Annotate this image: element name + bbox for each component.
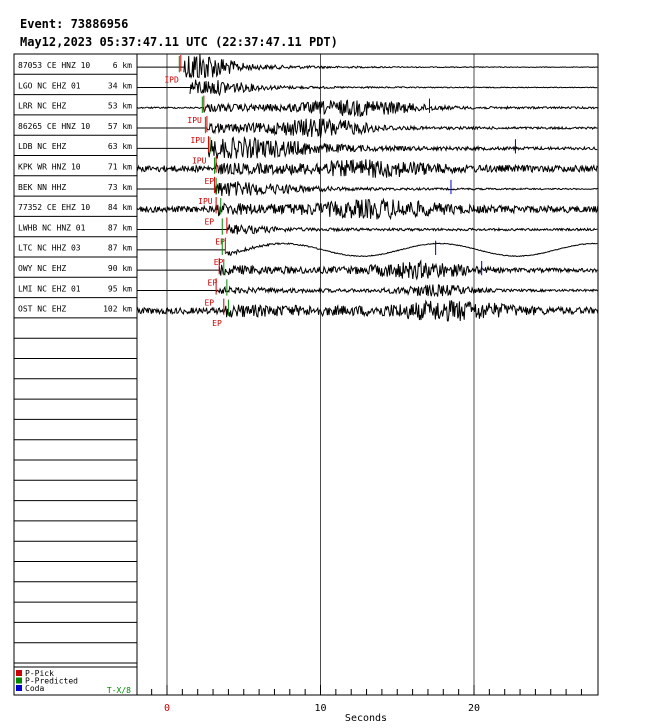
station-distance: 87 km bbox=[107, 223, 132, 233]
station-distance: 57 km bbox=[107, 121, 132, 131]
waveform-trace bbox=[184, 54, 598, 77]
p-pick-label: EP bbox=[215, 237, 225, 247]
station-label: LGO NC EHZ 01 bbox=[18, 81, 81, 91]
station-distance: 73 km bbox=[107, 182, 132, 192]
station-label: 86265 CE HNZ 10 bbox=[18, 121, 91, 131]
station-label: OST NC EHZ bbox=[18, 304, 67, 314]
station-rows bbox=[14, 61, 137, 667]
x-tick-label: 20 bbox=[467, 703, 481, 714]
station-label: BEK NN HHZ bbox=[18, 182, 67, 192]
station-label: LMI NC EHZ 01 bbox=[18, 284, 81, 294]
x-axis bbox=[152, 685, 582, 714]
p-pick-label: EP bbox=[213, 258, 224, 267]
phase-picks bbox=[164, 55, 515, 328]
legend-label: P-Predicted bbox=[25, 676, 78, 686]
p-pick-label: EP bbox=[207, 278, 218, 288]
p-pick-label: IPU bbox=[198, 197, 213, 207]
x-tick-label: 10 bbox=[314, 703, 327, 714]
waveform-trace bbox=[219, 261, 597, 279]
station-label: 87053 CE HNZ 10 bbox=[18, 61, 91, 70]
waveform-trace bbox=[225, 243, 597, 256]
station-label: 77352 CE EHZ 10 bbox=[18, 203, 91, 213]
legend bbox=[16, 669, 78, 693]
station-label: OWY NC EHZ bbox=[18, 264, 67, 273]
waveform-trace bbox=[208, 138, 597, 159]
event-time: May12,2023 05:37:47.11 UTC (22:37:47.11 PDT) bbox=[20, 35, 338, 49]
station-label: LDB NC EHZ bbox=[18, 142, 67, 152]
legend-label: P-Pick bbox=[25, 669, 54, 678]
p-pick-label: EP bbox=[204, 298, 215, 308]
x-tick-label: 0 bbox=[163, 703, 171, 714]
p-pick-label: IPD bbox=[164, 75, 179, 85]
station-distance: 63 km bbox=[107, 142, 132, 152]
station-distance: 53 km bbox=[107, 101, 132, 111]
waveform-trace bbox=[137, 100, 598, 117]
x-axis-label: Seconds bbox=[344, 713, 388, 724]
station-distance: 84 km bbox=[107, 203, 132, 213]
legend-swatch bbox=[16, 670, 22, 676]
p-pick-label: IPU bbox=[187, 115, 202, 125]
scale-label: T-X/8 bbox=[106, 686, 131, 695]
waveform-trace bbox=[215, 181, 598, 196]
station-distance: 90 km bbox=[107, 264, 132, 273]
station-label: LRR NC EHZ bbox=[18, 101, 67, 111]
p-pick-label: IPU bbox=[190, 136, 205, 146]
station-label: LTC NC HHZ 03 bbox=[18, 243, 81, 253]
waveform-traces bbox=[137, 54, 598, 321]
station-distance: 102 km bbox=[103, 304, 132, 314]
waveform-trace bbox=[207, 119, 597, 138]
waveform-trace bbox=[227, 225, 597, 235]
station-distance: 95 km bbox=[107, 284, 132, 294]
legend-swatch bbox=[16, 685, 22, 691]
p-pick-label: EP bbox=[204, 176, 215, 186]
station-distance: 6 km bbox=[112, 61, 132, 70]
event-title: Event: 73886956 bbox=[20, 17, 129, 31]
p-pick-label: EP bbox=[204, 217, 215, 227]
legend-swatch bbox=[16, 678, 22, 684]
p-pick-label: EP bbox=[212, 318, 222, 328]
station-distance: 87 km bbox=[107, 243, 132, 253]
waveform-trace bbox=[190, 80, 597, 95]
station-distance: 34 km bbox=[107, 81, 132, 91]
legend-label: Coda bbox=[25, 684, 45, 693]
station-label: LWHB NC HNZ 01 bbox=[18, 223, 86, 233]
station-distance: 71 km bbox=[107, 162, 132, 172]
p-pick-label: IPU bbox=[191, 156, 207, 166]
waveform-trace bbox=[216, 285, 598, 297]
station-label: KPK WR HNZ 10 bbox=[18, 162, 81, 172]
